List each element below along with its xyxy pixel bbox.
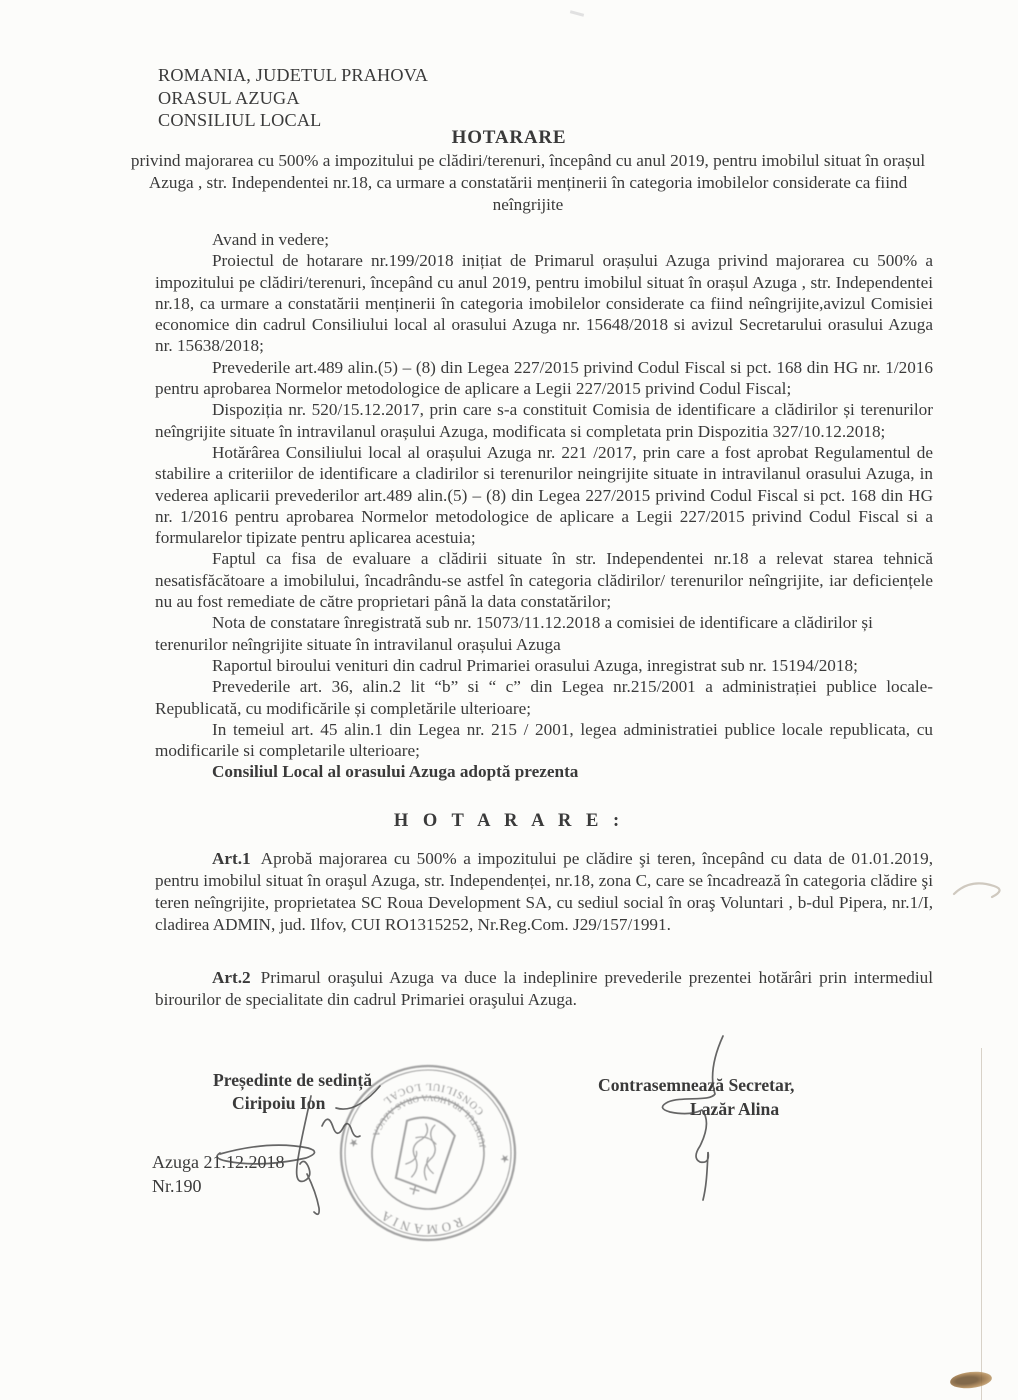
doc-subtitle: privind majorarea cu 500% a impozitului pe clădiri/terenuri, începând cu anul 2019, pentru imobilul situat în orașul Azuga , str. Independentei nr.18, ca urmare a constatării menținerii în categoria imobilelor considerate ca fiind neîngrijite <box>130 151 926 214</box>
secretary-role: Contrasemnează Secretar, <box>598 1075 795 1095</box>
preamble <box>155 229 933 783</box>
articles <box>155 848 933 1042</box>
secretary-name: Lazăr Alina <box>690 1099 780 1119</box>
article-1-label: Art.1 <box>212 849 251 868</box>
letterhead <box>158 64 428 132</box>
stamp-star-left: ★ <box>499 1151 511 1165</box>
pencil-mark-artifact <box>948 868 1014 908</box>
president-role: Președinte de sedință <box>213 1070 372 1090</box>
article-1-text: Aprobă majorarea cu 500% a impozitului pe clădire şi teren, începând cu data de 01.01.2019, pentru imobilul situat în oraşul Azuga, str. Independenței, nr.18, zona C, care se încadrează în categoria clădire şi teren neîngrijite, proprietatea SC Roua Development SA, cu sediul social în oraş Voluntari , b-dul Pipera, nr.1/I, cladirea ADMIN, jud. Ilfov, CUI RO1315252, Nr.Reg.Com. J29/157/1991. <box>155 849 933 934</box>
president-signature <box>150 1060 480 1270</box>
decision-heading: H O T A R A R E : <box>393 811 625 831</box>
stamp-ring-text: JUDETUL PRAHOVA ORAS AZUGA <box>370 1092 488 1149</box>
letterhead-country: ROMANIA, JUDETUL PRAHOVA <box>158 65 429 85</box>
secretary-signature <box>560 1028 820 1218</box>
letterhead-council: CONSILIUL LOCAL <box>158 110 322 131</box>
stamp-council-text: CONSILIUL LOCAL <box>379 1080 487 1117</box>
adopt-clause: Consiliul Local al orasului Azuga adoptă prezenta <box>212 762 579 782</box>
preamble-paragraph-5: Faptul ca fisa de evaluare a clădirii situate în str. Independentei nr.18 a relevat starea tehnică nesatisfăcătoare a imobilului, încadrându-se astfel în categoria clădirilor/ terenurilor neîngrijite, iar deficiențele nu au fost remediate de către proprietari până la data constatărilor; <box>155 549 933 612</box>
preamble-paragraph-1: Proiectul de hotarare nr.199/2018 inițiat de Primarul orașului Azuga privind majorarea cu 500% a impozitului pe clădiri/terenuri, începând cu anul 2019, pentru imobilul situat în orașul Azuga , str. Independentei nr.18, ca urmare a constatării menținerii în categoria imobilelor considerate ca fiind neîngrijite,avizul Comisiei economice din cadrul Consiliului local al orasului Azuga nr. 15648/2018 si avizul Secretarului orasului Azuga nr. 15638/2018; <box>155 251 933 356</box>
preamble-paragraph-2: Prevederile art.489 alin.(5) – (8) din Legea 227/2015 privind Codul Fiscal si pct. 168 din HG nr. 1/2016 pentru aprobarea Normelor metodologice de aplicare a Legii 227/2015 privind Codul Fiscal; <box>155 357 933 399</box>
preamble-paragraph-9: In temeiul art. 45 alin.1 din Legea nr. 215 / 2001, legea administratiei publice locale republicata, cu modificarile si completarile ulterioare; <box>155 719 933 761</box>
scan-line-artifact <box>981 1048 982 1400</box>
stamp-star-right: ★ <box>348 1135 360 1149</box>
letterhead-city: ORASUL AZUGA <box>158 87 300 108</box>
doc-title: HOTARARE <box>451 127 567 148</box>
issue-number: Nr.190 <box>152 1176 202 1196</box>
issue-place-date: Azuga 21.12.2018 <box>152 1152 285 1172</box>
preamble-paragraph-3: Dispoziția nr. 520/15.12.2017, prin care s-a constituit Comisia de identificare a clădirilor și terenurilor neîngrijite situate în intravilanul orașului Azuga, modificata si completata prin Dispozitia 327/10.12.2018; <box>155 400 933 441</box>
preamble-paragraph-8: Prevederile art. 36, alin.2 lit “b” si “ c” din Legea nr.215/2001 a administrației publice locale- Republicată, cu modificările și completările ulterioare; <box>155 677 933 718</box>
article-2-label: Art.2 <box>212 968 251 987</box>
preamble-paragraph-4: Hotărârea Consiliului local al orașului Azuga nr. 221 /2017, prin care a fost aprobat Regulamentul de stabilire a criteriilor de identificare a cladirilor si terenurilor neingrijite situate in intravilanul orasului Azuga, in vederea aplicarii prevederilor art.489 alin.(5) – (8) din Legea 227/2015 privind Codul Fiscal si pct. 168 din HG nr. 1/2016 pentru aprobarea Normelor metodologice de aplicare a Legii 227/2015 privind Codul Fiscal si a formularelor tipizate pentru aplicarea acestuia; <box>155 442 933 548</box>
speck-artifact <box>570 10 584 17</box>
president-name: Ciripoiu Ion <box>232 1093 326 1113</box>
stamp-country-text: ROMANIA <box>375 1206 466 1238</box>
preamble-intro: Avand in vedere; <box>212 230 330 249</box>
article-2 <box>155 967 933 1011</box>
stain-artifact <box>949 1370 992 1390</box>
article-2-text: Primarul oraşului Azuga va duce la indeplinire prevederile prezentei hotărâri prin intermediul birourilor de specialitate din cadrul Primariei oraşului Azuga. <box>155 968 933 1009</box>
preamble-paragraph-7: Raportul biroului venituri din cadrul Primariei orasului Azuga, inregistrat sub nr. 15194/2018; <box>212 655 858 675</box>
preamble-paragraph-6: Nota de constatare înregistrată sub nr. 15073/11.12.2018 a comisiei de identificare a clădirilor și terenurilor neîngrijite situate în intravilanul orașului Azuga <box>155 613 873 654</box>
article-1 <box>155 848 933 936</box>
